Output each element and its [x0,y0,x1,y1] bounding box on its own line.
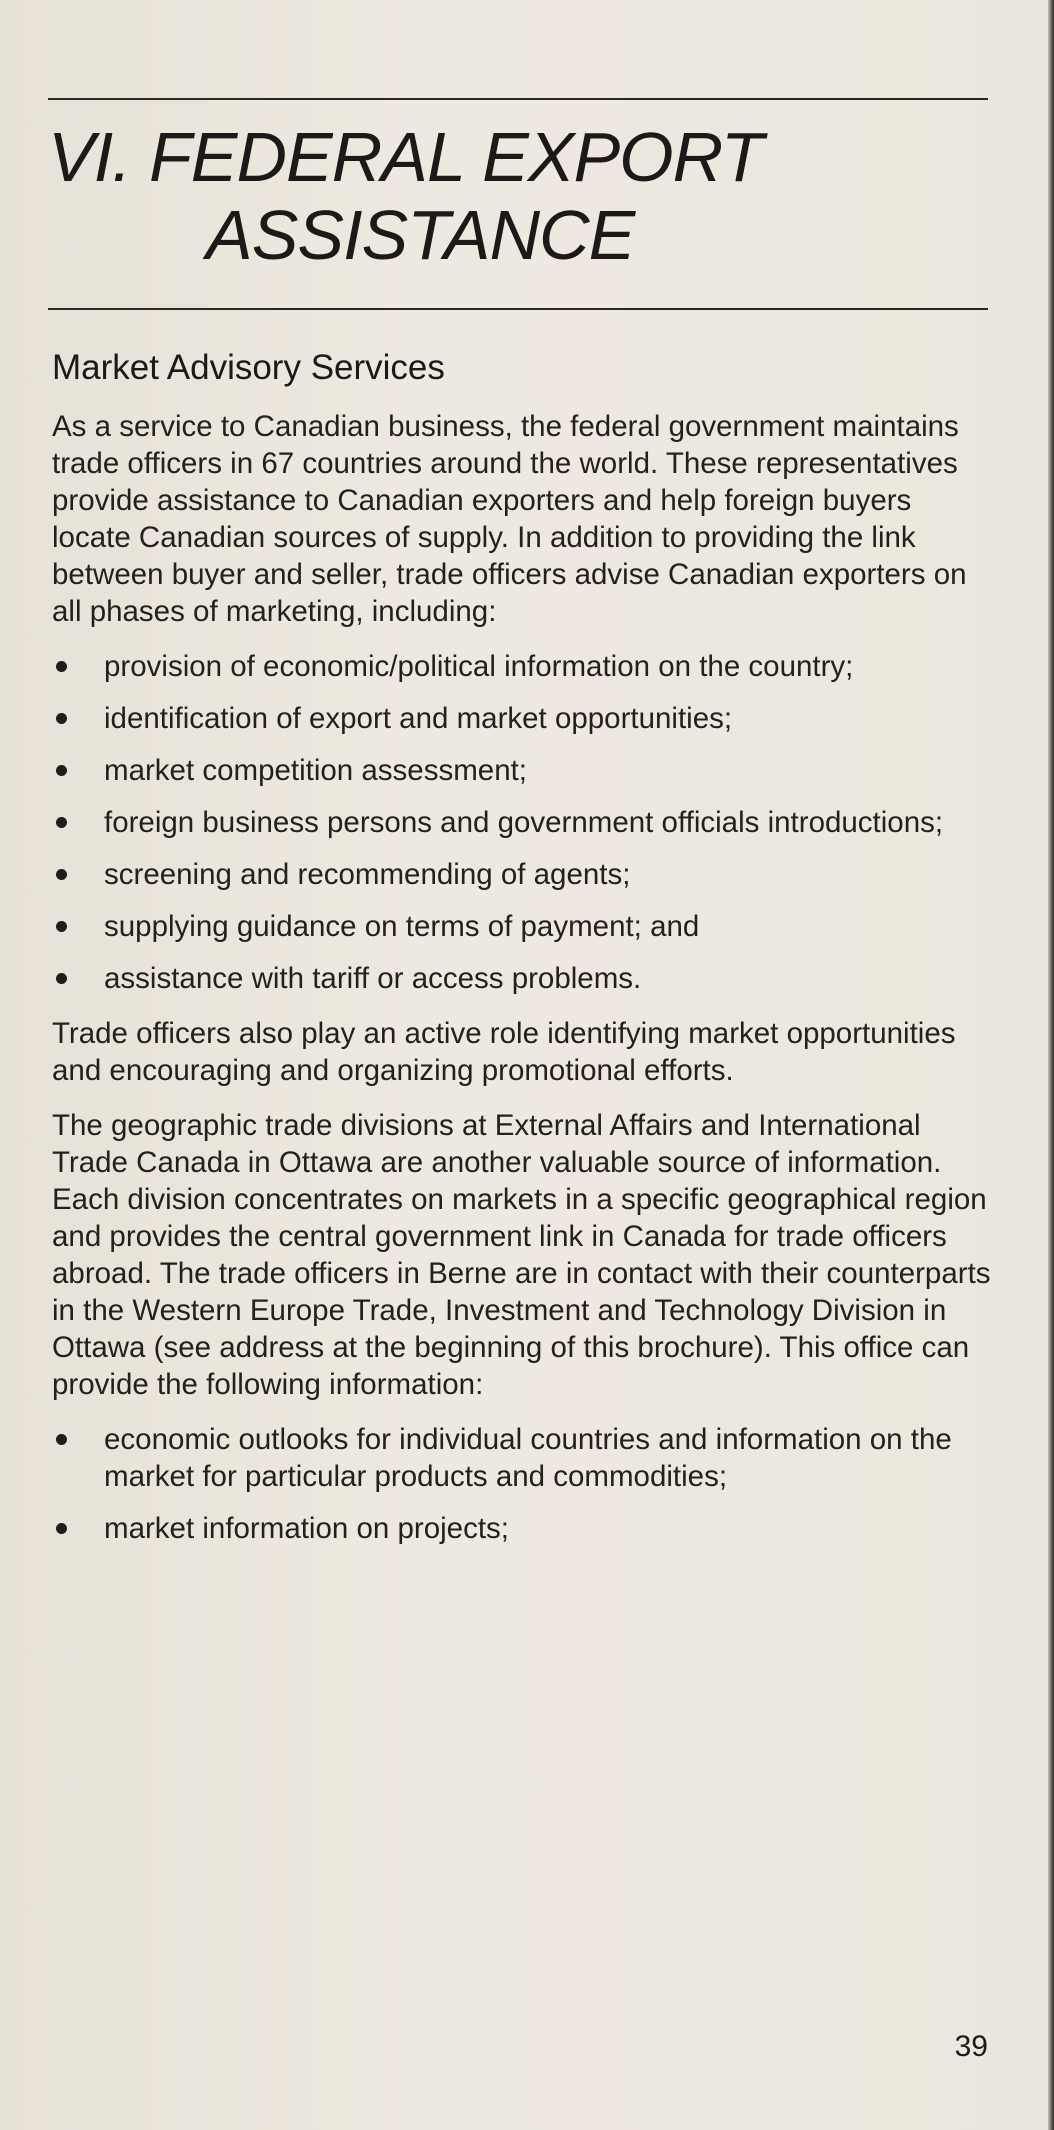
bullet-icon [56,1434,67,1445]
bullet-icon [56,869,67,880]
chapter-title-line-2: ASSISTANCE [206,196,635,274]
paragraph-promotional: Trade officers also play an active role identifying market opportunities and encouraging and organizing promotional efforts. [52,1017,956,1087]
top-rule [48,98,988,100]
section-content [52,348,992,1565]
chapter-title-line-1: VI. FEDERAL EXPORT [48,118,763,196]
information-list [52,1421,992,1547]
bullet-icon [56,661,67,672]
page-number: 39 [954,2030,988,2063]
list-item: market information on projects; [52,1510,992,1547]
bullet-icon [56,1523,67,1534]
list-item: provision of economic/political information on the country; [52,648,992,685]
bullet-icon [56,765,67,776]
bullet-icon [56,973,67,984]
list-item: economic outlooks for individual countries and information on the market for particular products and commodities; [52,1421,992,1495]
chapter-title [48,118,988,274]
paragraph-intro: As a service to Canadian business, the federal government maintains trade officers in 67 countries around the world. These representatives provide assistance to Canadian exporters and help foreign buyers locate Canadian sources of supply. In addition to providing the link between buyer and seller, trade officers advise Canadian exporters on all phases of marketing, including: [52,410,967,628]
paragraph-geographic-divisions: The geographic trade divisions at External Affairs and International Trade Canada in Ottawa are another valuable source of information. Each division concentrates on markets in a specific geographical region and provides the central government link in Canada for trade officers abroad. The trade officers in Berne are in contact with their counterparts in the Western Europe Trade, Investment and Technology Division in Ottawa (see address at the beginning of this brochure). This office can provide the following information: [52,1109,991,1401]
bullet-icon [56,921,67,932]
bullet-icon [56,713,67,724]
list-item: foreign business persons and government officials introductions; [52,804,992,841]
services-list [52,648,992,997]
list-item: assistance with tariff or access problems. [52,960,992,997]
list-item: supplying guidance on terms of payment; and [52,908,992,945]
section-heading: Market Advisory Services [52,348,445,387]
list-item: identification of export and market opportunities; [52,700,992,737]
list-item: market competition assessment; [52,752,992,789]
bottom-rule [48,308,988,310]
bullet-icon [56,817,67,828]
binding-edge [1048,0,1054,2130]
list-item: screening and recommending of agents; [52,856,992,893]
